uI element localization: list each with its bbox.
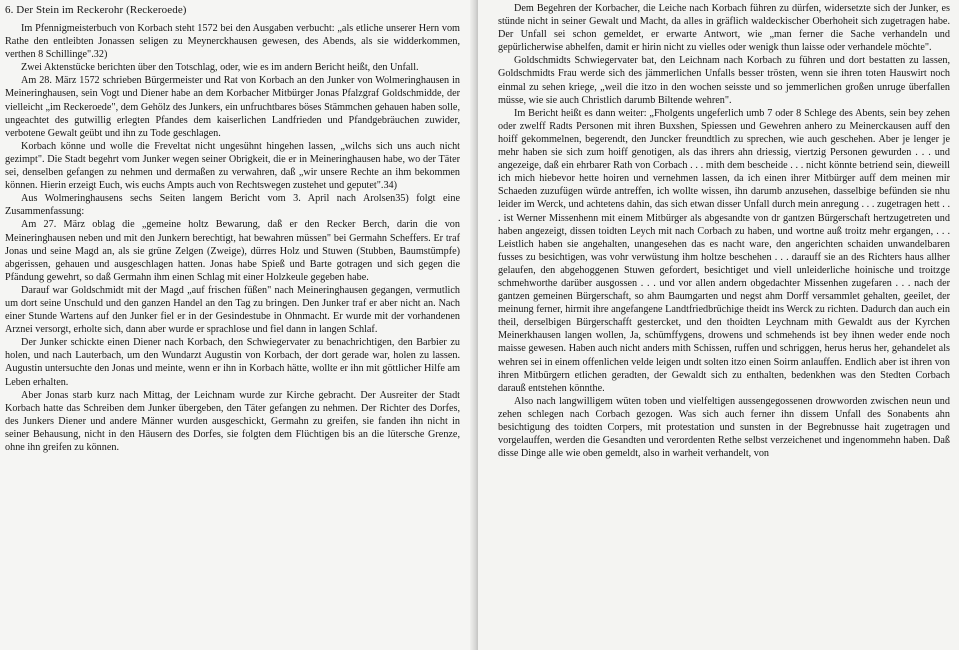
paragraph: Also nach langwilligem wüten toben und vielfeltigen aussengegossenen drowworden zwischen neun und zehen schlegen nach Corbach gezogen. Was sich auch ferner ihn dissem Unfall des Sonabents ahn besichtigung des toidten Corpers, mit protestation und sunsten in der Begrebnusse hait zugetragen und vorgelauffen, werden die Gesandten und verordenten Rethe selbst verzeichenet und ingenommehn haben. Daß disse Dinge alle wie oben gemeldt, also in warheit verhandelt, von: [498, 395, 950, 460]
paragraph: Am 28. März 1572 schrieben Bürgermeister und Rat von Korbach an den Junker von Wolmeringhausen in Meineringhausen, sein Vogt und Diener habe an dem Korbacher Mitbürger Jonas Pfalzgraf Goldschmidde, der vielleicht „im Reckeroede", dem Gehölz des Junkers, ein unfruchtbares böses Stämmchen gehauen haben solle, ungeachtet des gutwillig erlegten Pfandes dem kaiserlichen Landfrieden und Pfandgebräuchen zuwider, verbotene Gewalt geübt und ihn zu Tode geschlagen.: [5, 75, 460, 139]
paragraph: Korbach könne und wolle die Freveltat nicht ungesühnt hingehen lassen, „wilchs sich uns auch nicht gezimpt". Die Stadt begehrt vom Junker wegen seiner Obrigkeit, die er in Meineringhausen habe, wo der Täter sei, denselben gefangen zu nehmen und dermaßen zu verwahren, daß „wir unsere Rechte an ihm bekommen können. Hierin erzeigt Euch, wis euchs Ampts auch von Rechtswegen zustehet und geputet".34): [5, 140, 460, 192]
paragraph: Am 27. März oblag die „gemeine holtz Bewarung, daß er den Recker Berch, darin die von Meineringhausen neben und mit den Junkern berechtigt, hat bewahren müssen" bei Germahn Scheffers. Er traf Jonas und seine Magd an, als sie grüne Zelgen (Zweige), dürres Holz und Stuwen (Stubben, Baumstümpfe) abgerissen, gehauen und ausgeschlagen hatten. Jonas habe Spieß und Barte gotragen und sich gegen die Pfändung gewehrt, so daß Germahn ihm einen Schlag mit einer Holzkeule gegeben habe.: [5, 219, 460, 283]
right-page: [478, 0, 959, 650]
section-heading: 6. Der Stein im Reckerohr (Reckeroede): [5, 4, 187, 16]
paragraph: Im Bericht heißt es dann weiter: „Fholgents ungeferlich umb 7 oder 8 Schlege des Abents, sein bey zehen oder zwelff Radts Personen mit ihren Buxshen, Spiessen und Gewehren anhero zu Meinerckausen auff den hoiff gekommelnen, begerendt, den Juncker freundtlich zu sprechen, wie auch geschehen. Aber je lenger je mehr haben sie sich zum hoiff genotigen, als das ihrers ahn driessig, viertzig Personen gewurden . . . und angezeige, daß ein ehrbarer Rath von Corbach . . . mith dem bescheide . . . nicht könnte betriend sein, dieweill ich mich hiebevor hette hoiren und vernehmen lassen, da ich einen ihrer Mitbürger auff dem meinen mir Schaeden zuzufügen würde antreffen, ich wollte wissen, ihn darumb anzusehen, dasselbige befünden sie nhu leider im Werck, und achtetens dahin, das sich etwan disser Unfall durch mein anregung . . . zugetragen hett . . . ist Werner Missenhenn mit einem Mitbürger als abgesandte von dr gantzen Bürgerschaft hertzugetreten und haben angezeigt, dissen toidten Leych mit nach Corbach zu haben, und wortne auß troitz mehr ergangen, . . . Leistlich haben sie angehalten, unangesehen das es nacht ware, den angerichten schaiden unwandelbaren fusses zu besichtigen, was vohr verwüstung ihm holtze beschehen . . . darauff sie an des Richters haus allher gelaufen, den abgehoggenen Stuwen gefordert, besichtiget und viell unleiderliche hoinische und troitzge schmehworthe darüber ausgossen . . . und vor allen andern obgedachter Missenhen zugefaren . . . nach der gantzen gemeinen Bürgerschaft, so ahm Baumgarten und negst ahm Dorff versammlet gehalten, geeilet, der meinung ferner, hirmit ihre angefangene Landtfriedbrüchige theidt ins Werck zu richten. Dadurch dan auch ein theil, derselbigen Bürgerschafft gestercket, und den thoidten Leychnam mith Gewaldt aus der Kyrchen Meinerkhausen langen wollen, Ja, schümffygens, drowens und schmehends ist bey ihnen weder ende noch maisse gewesen. Haben auch nicht anders mith Schissen, ruffen und schriggen, herus herus her, gehandelet als wehren sei in einem offenlichen velde leigen undt solten itzo einen Soirm anlauffen. Endlich aber ist ihren von ihren Mitbürgern etlichen geradten, der Gewaldt sich zu enthalten, bedenkhen was den Stedten Corbach darauß entstehen könnthe.: [498, 107, 950, 394]
left-page: [0, 0, 476, 650]
paragraph: Der Junker schickte einen Diener nach Korbach, den Schwiegervater zu benachrichtigen, den Barbier zu holen, und nach Lauterbach, um den Wundarzt Augustin von Korbach, der dort gerade war, holen zu lassen. Augustin untersuchte den Jonas und meinte, wenn er ihn in Korbach hätte, wollte er ihn mit göttlicher Hilfe am Leben erhalten.: [5, 337, 460, 388]
paragraph: Zwei Aktenstücke berichten über den Totschlag, oder, wie es im andern Bericht heißt, den Unfall.: [21, 62, 419, 74]
paragraph: Goldschmidts Schwiegervater bat, den Leichnam nach Korbach zu führen und dort bestatten zu lassen, Goldschmidts Frau werde sich des jämmerlichen Unfalls besser trösten, wenn sie ihren toten Hauswirt noch einmal zu sehen kriege, „weil die itzo in den wochen seisste und so jemmerlichen großen unruge überfallen müsse, wie sie auch Christlich darumb Biltende wehren".: [498, 55, 950, 106]
paragraph: Aber Jonas starb kurz nach Mittag, der Leichnam wurde zur Kirche gebracht. Der Ausreiter der Stadt Korbach hatte das Schreiben dem Junker übergeben, den Täter gefangen zu nehmen. Der Richter des Dorfes, des Junkers Diener und andere Männer wurden ausgeschickt, Germahn zu greifen, sie fanden ihn nicht in seiner Behausung, nicht in den Häusern des Dorfes, sie folgten dem Flüchtigen bis an die lütersche Grenze, ohne ihn greifen zu können.: [5, 389, 460, 453]
paragraph: Aus Wolmeringhausens sechs Seiten langem Bericht vom 3. April nach Arolsen35) folgt eine Zusammenfassung:: [5, 193, 460, 218]
paragraph: Dem Begehren der Korbacher, die Leiche nach Korbach führen zu dürfen, widersetzte sich der Junker, es stünde nicht in seiner Gewalt und Macht, da alles in gräflich waldeckischer Oberhoheit sich zugetragen habe. Der Unfall sei schon gemeldet, er erwarte Antwort, wie „man ferner die Sache verhandeln und gepürlicherwise abhelfen, damit er hirin nicht zu vielles oder wenigk thun laisse oder verhandele möchte".: [498, 3, 950, 54]
paragraph: Darauf war Goldschmidt mit der Magd „auf frischen füßen" nach Meineringhausen gegangen, vermutlich um dort seine Unschuld und den ganzen Handel an den Tag zu bringen. Den Junker traf er aber nicht an. Nach einer Stunde Wartens auf den Junker fiel er in der Gesindestube in Ohnmacht. Er wurde mit der vorhandenen Arznei versorgt, erholte sich, dann aber wurde er sprachlose und fiel dann in langen Schlaf.: [5, 284, 460, 336]
paragraph: Im Pfennigmeisterbuch von Korbach steht 1572 bei den Ausgaben verbucht: „als etliche unserer Hern vom Rathe den entleibten Jonassen seligen zu Meynerckhausen gewesen, des Abends, als sie widderkommen, verthen 8 Schillinge".32): [5, 23, 460, 61]
